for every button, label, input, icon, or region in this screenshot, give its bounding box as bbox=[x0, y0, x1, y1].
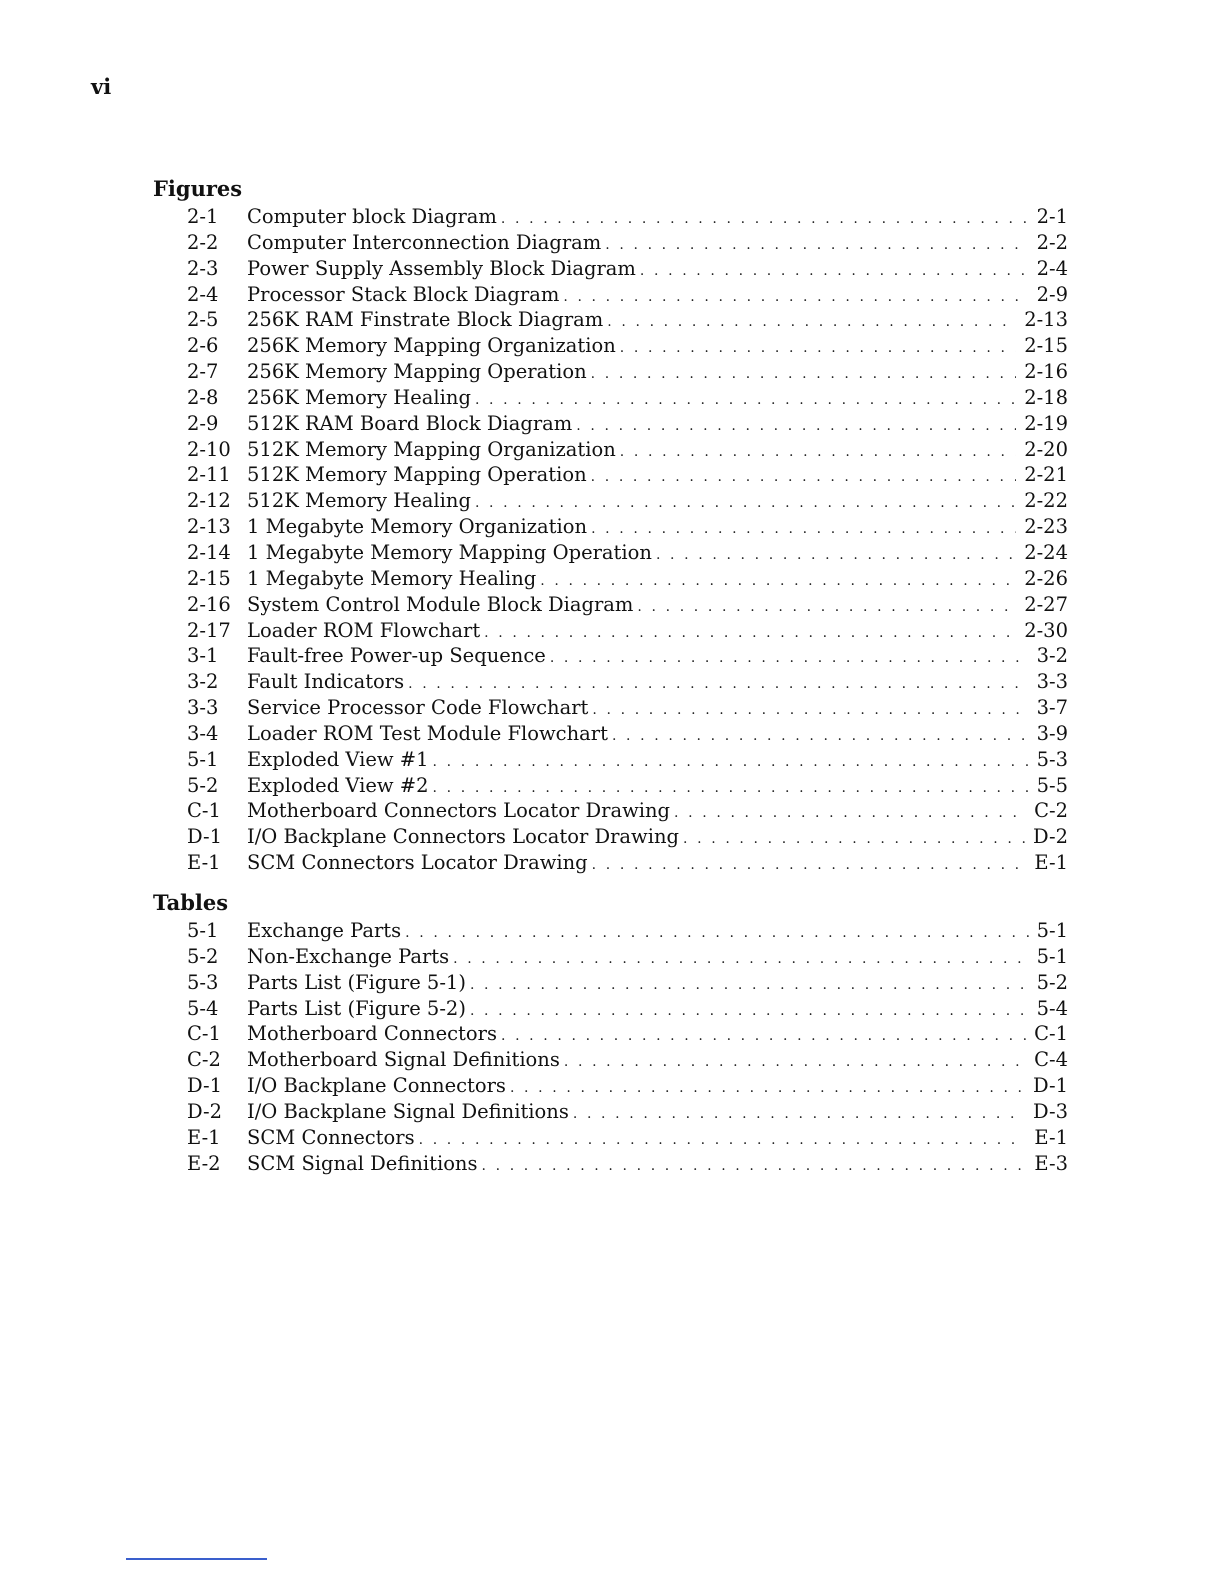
tables-heading: Tables bbox=[153, 890, 229, 915]
toc-entry bbox=[153, 1151, 1068, 1177]
toc-entry bbox=[153, 282, 1068, 308]
dot-leader bbox=[605, 233, 1028, 259]
entry-number: 2-17 bbox=[187, 618, 231, 642]
entry-number: D-1 bbox=[187, 1074, 222, 1098]
entry-page-number: 2-15 bbox=[1024, 334, 1068, 358]
toc-entry bbox=[153, 1099, 1068, 1125]
entry-page-number: 2-18 bbox=[1024, 385, 1068, 409]
entry-title: Exploded View #2 bbox=[247, 773, 429, 797]
toc-entry bbox=[153, 1021, 1068, 1047]
toc-entry bbox=[153, 540, 1068, 566]
tables-list bbox=[153, 888, 1068, 1176]
dot-leader bbox=[656, 543, 1016, 569]
toc-entry bbox=[153, 824, 1068, 850]
entry-number: 5-1 bbox=[187, 919, 219, 942]
entry-title: System Control Module Block Diagram bbox=[247, 592, 634, 616]
entry-title: 1 Megabyte Memory Mapping Operation bbox=[247, 540, 652, 564]
entry-title: Processor Stack Block Diagram bbox=[247, 282, 560, 306]
toc-entry bbox=[153, 437, 1068, 463]
toc-entry bbox=[153, 411, 1068, 437]
entry-number: 5-2 bbox=[187, 773, 219, 797]
entry-title: 256K Memory Mapping Organization bbox=[247, 334, 616, 358]
entry-title: 256K Memory Mapping Operation bbox=[247, 360, 587, 384]
toc-entry bbox=[153, 230, 1068, 256]
entry-title: 512K Memory Healing bbox=[247, 489, 471, 513]
entry-number: C-1 bbox=[187, 799, 221, 823]
toc-entry bbox=[153, 566, 1068, 592]
entry-title: I/O Backplane Connectors Locator Drawing bbox=[247, 825, 680, 849]
entry-title: I/O Backplane Connectors bbox=[247, 1074, 506, 1098]
entry-page-number: 2-19 bbox=[1024, 411, 1068, 435]
toc-entry bbox=[153, 256, 1068, 282]
entry-title: Power Supply Assembly Block Diagram bbox=[247, 256, 636, 280]
entry-title: 1 Megabyte Memory Healing bbox=[247, 566, 537, 590]
toc-entry bbox=[153, 385, 1068, 411]
dot-leader bbox=[683, 827, 1025, 853]
toc-entry bbox=[153, 618, 1068, 644]
entry-page-number: 2-2 bbox=[1036, 230, 1068, 254]
entry-title: Loader ROM Flowchart bbox=[247, 618, 481, 642]
entry-number: C-2 bbox=[187, 1048, 221, 1072]
entry-page-number: D-2 bbox=[1033, 825, 1068, 849]
entry-number: E-1 bbox=[187, 1125, 221, 1149]
toc-entry bbox=[153, 918, 1068, 944]
entry-title: Exploded View #1 bbox=[247, 747, 429, 771]
entry-number: 2-9 bbox=[187, 411, 219, 435]
entry-title: 256K Memory Healing bbox=[247, 385, 471, 409]
toc-entry bbox=[153, 669, 1068, 695]
entry-title: Parts List (Figure 5-1) bbox=[247, 970, 466, 994]
entry-number: 2-14 bbox=[187, 540, 231, 564]
entry-title: SCM Connectors bbox=[247, 1125, 415, 1149]
entry-page-number: 2-1 bbox=[1036, 205, 1068, 228]
entry-page-number: D-1 bbox=[1033, 1074, 1068, 1098]
entry-page-number: 5-3 bbox=[1036, 747, 1068, 771]
toc-entry bbox=[153, 1047, 1068, 1073]
entry-number: 3-2 bbox=[187, 670, 219, 694]
entry-title: 1 Megabyte Memory Organization bbox=[247, 515, 588, 539]
entry-number: 5-2 bbox=[187, 944, 219, 968]
toc-entry bbox=[153, 462, 1068, 488]
entry-title: Motherboard Connectors bbox=[247, 1022, 497, 1046]
dot-leader bbox=[637, 595, 1016, 621]
entry-page-number: 5-4 bbox=[1036, 996, 1068, 1020]
dot-leader bbox=[470, 999, 1029, 1025]
dot-leader bbox=[510, 1076, 1025, 1102]
dot-leader bbox=[501, 1024, 1026, 1050]
dot-leader bbox=[592, 853, 1027, 879]
entry-number: 2-1 bbox=[187, 205, 219, 228]
entry-title: 512K Memory Mapping Organization bbox=[247, 437, 616, 461]
entry-page-number: 3-3 bbox=[1036, 670, 1068, 694]
entry-page-number: 2-26 bbox=[1024, 566, 1068, 590]
toc-entry bbox=[153, 307, 1068, 333]
toc-entry bbox=[153, 514, 1068, 540]
entry-number: 2-12 bbox=[187, 489, 231, 513]
entry-title: Computer Interconnection Diagram bbox=[247, 230, 602, 254]
toc-entry bbox=[153, 695, 1068, 721]
entry-page-number: 2-4 bbox=[1036, 256, 1068, 280]
entry-title: Loader ROM Test Module Flowchart bbox=[247, 721, 608, 745]
entry-page-number: C-4 bbox=[1034, 1048, 1068, 1072]
dot-leader bbox=[419, 1128, 1027, 1154]
dot-leader bbox=[640, 259, 1029, 285]
dot-leader bbox=[453, 947, 1028, 973]
entry-page-number: 2-16 bbox=[1024, 360, 1068, 384]
toc-entry bbox=[153, 359, 1068, 385]
entry-number: 2-15 bbox=[187, 566, 231, 590]
entry-number: 2-4 bbox=[187, 282, 219, 306]
entry-page-number: E-1 bbox=[1034, 851, 1068, 875]
entry-number: E-2 bbox=[187, 1151, 221, 1175]
entry-page-number: 2-30 bbox=[1024, 618, 1068, 642]
entry-number: 3-3 bbox=[187, 696, 219, 720]
dot-leader bbox=[620, 440, 1016, 466]
dot-leader bbox=[607, 310, 1016, 336]
entry-page-number: C-1 bbox=[1034, 1022, 1068, 1046]
entry-title: Motherboard Connectors Locator Drawing bbox=[247, 799, 671, 823]
entry-title: Motherboard Signal Definitions bbox=[247, 1048, 560, 1072]
dot-leader bbox=[612, 724, 1029, 750]
entry-page-number: 2-13 bbox=[1024, 308, 1068, 332]
entry-number: 3-1 bbox=[187, 644, 219, 668]
toc-entry bbox=[153, 798, 1068, 824]
toc-entry bbox=[153, 970, 1068, 996]
toc-entry bbox=[153, 333, 1068, 359]
toc-entry bbox=[153, 850, 1068, 876]
figures-list bbox=[153, 174, 1068, 876]
entry-number: 2-8 bbox=[187, 385, 219, 409]
entry-page-number: 3-7 bbox=[1036, 696, 1068, 720]
entry-page-number: 2-22 bbox=[1024, 489, 1068, 513]
toc-entry bbox=[153, 773, 1068, 799]
footer-rule bbox=[126, 1558, 267, 1560]
entry-title: 512K Memory Mapping Operation bbox=[247, 463, 587, 487]
dot-leader bbox=[484, 621, 1016, 647]
entry-number: 2-2 bbox=[187, 230, 219, 254]
entry-page-number: 5-5 bbox=[1036, 773, 1068, 797]
toc-entry bbox=[153, 944, 1068, 970]
entry-page-number: 5-1 bbox=[1036, 944, 1068, 968]
dot-leader bbox=[674, 801, 1026, 827]
figures-heading: Figures bbox=[153, 176, 243, 201]
entry-page-number: 2-24 bbox=[1024, 540, 1068, 564]
entry-number: C-1 bbox=[187, 1022, 221, 1046]
entry-page-number: E-3 bbox=[1034, 1151, 1068, 1175]
entry-title: Fault-free Power-up Sequence bbox=[247, 644, 546, 668]
dot-leader bbox=[564, 1050, 1026, 1076]
dot-leader bbox=[470, 973, 1029, 999]
entry-title: I/O Backplane Signal Definitions bbox=[247, 1099, 569, 1123]
entry-page-number: 3-2 bbox=[1036, 644, 1068, 668]
tables-entries bbox=[153, 918, 1068, 1176]
entry-page-number: 3-9 bbox=[1036, 721, 1068, 745]
entry-page-number: E-1 bbox=[1034, 1125, 1068, 1149]
entry-number: 5-4 bbox=[187, 996, 219, 1020]
entry-title: Non-Exchange Parts bbox=[247, 944, 450, 968]
entry-number: 2-13 bbox=[187, 515, 231, 539]
entry-number: 2-10 bbox=[187, 437, 231, 461]
entry-page-number: 2-23 bbox=[1024, 515, 1068, 539]
dot-leader bbox=[433, 750, 1029, 776]
dot-leader bbox=[550, 646, 1029, 672]
toc-entry bbox=[153, 204, 1068, 230]
figures-entries bbox=[153, 204, 1068, 876]
entry-number: 2-11 bbox=[187, 463, 231, 487]
toc-entry bbox=[153, 1125, 1068, 1151]
entry-title: SCM Signal Definitions bbox=[247, 1151, 478, 1175]
toc-entry bbox=[153, 643, 1068, 669]
entry-page-number: D-3 bbox=[1033, 1099, 1068, 1123]
dot-leader bbox=[591, 362, 1017, 388]
entry-title: SCM Connectors Locator Drawing bbox=[247, 851, 588, 875]
toc-entry bbox=[153, 592, 1068, 618]
dot-leader bbox=[573, 1102, 1025, 1128]
entry-page-number: 2-20 bbox=[1024, 437, 1068, 461]
entry-page-number: 5-2 bbox=[1036, 970, 1068, 994]
toc-entry bbox=[153, 747, 1068, 773]
entry-number: 5-3 bbox=[187, 970, 219, 994]
entry-number: 3-4 bbox=[187, 721, 219, 745]
dot-leader bbox=[620, 336, 1016, 362]
entry-title: 512K RAM Board Block Diagram bbox=[247, 411, 573, 435]
dot-leader bbox=[482, 1154, 1027, 1180]
entry-title: Fault Indicators bbox=[247, 670, 405, 694]
entry-page-number: 2-21 bbox=[1024, 463, 1068, 487]
entry-number: 5-1 bbox=[187, 747, 219, 771]
entry-number: D-2 bbox=[187, 1099, 222, 1123]
entry-number: 2-5 bbox=[187, 308, 219, 332]
entry-title: Parts List (Figure 5-2) bbox=[247, 996, 466, 1020]
entry-page-number: C-2 bbox=[1034, 799, 1068, 823]
entry-number: 2-6 bbox=[187, 334, 219, 358]
entry-title: Computer block Diagram bbox=[247, 205, 497, 228]
dot-leader bbox=[563, 285, 1028, 311]
dot-leader bbox=[576, 414, 1016, 440]
entry-title: Exchange Parts bbox=[247, 919, 402, 942]
entry-number: D-1 bbox=[187, 825, 222, 849]
entry-title: Service Processor Code Flowchart bbox=[247, 696, 589, 720]
entry-number: 2-7 bbox=[187, 360, 219, 384]
toc-entry bbox=[153, 488, 1068, 514]
entry-page-number: 5-1 bbox=[1036, 919, 1068, 942]
entry-title: 256K RAM Finstrate Block Diagram bbox=[247, 308, 604, 332]
toc-entry bbox=[153, 996, 1068, 1022]
entry-page-number: 2-9 bbox=[1036, 282, 1068, 306]
dot-leader bbox=[405, 921, 1028, 947]
dot-leader bbox=[591, 465, 1017, 491]
toc-entry bbox=[153, 1073, 1068, 1099]
entry-number: E-1 bbox=[187, 851, 221, 875]
entry-number: 2-16 bbox=[187, 592, 231, 616]
toc-entry bbox=[153, 721, 1068, 747]
entry-number: 2-3 bbox=[187, 256, 219, 280]
entry-page-number: 2-27 bbox=[1024, 592, 1068, 616]
dot-leader bbox=[592, 698, 1028, 724]
page-number: vi bbox=[91, 74, 112, 99]
